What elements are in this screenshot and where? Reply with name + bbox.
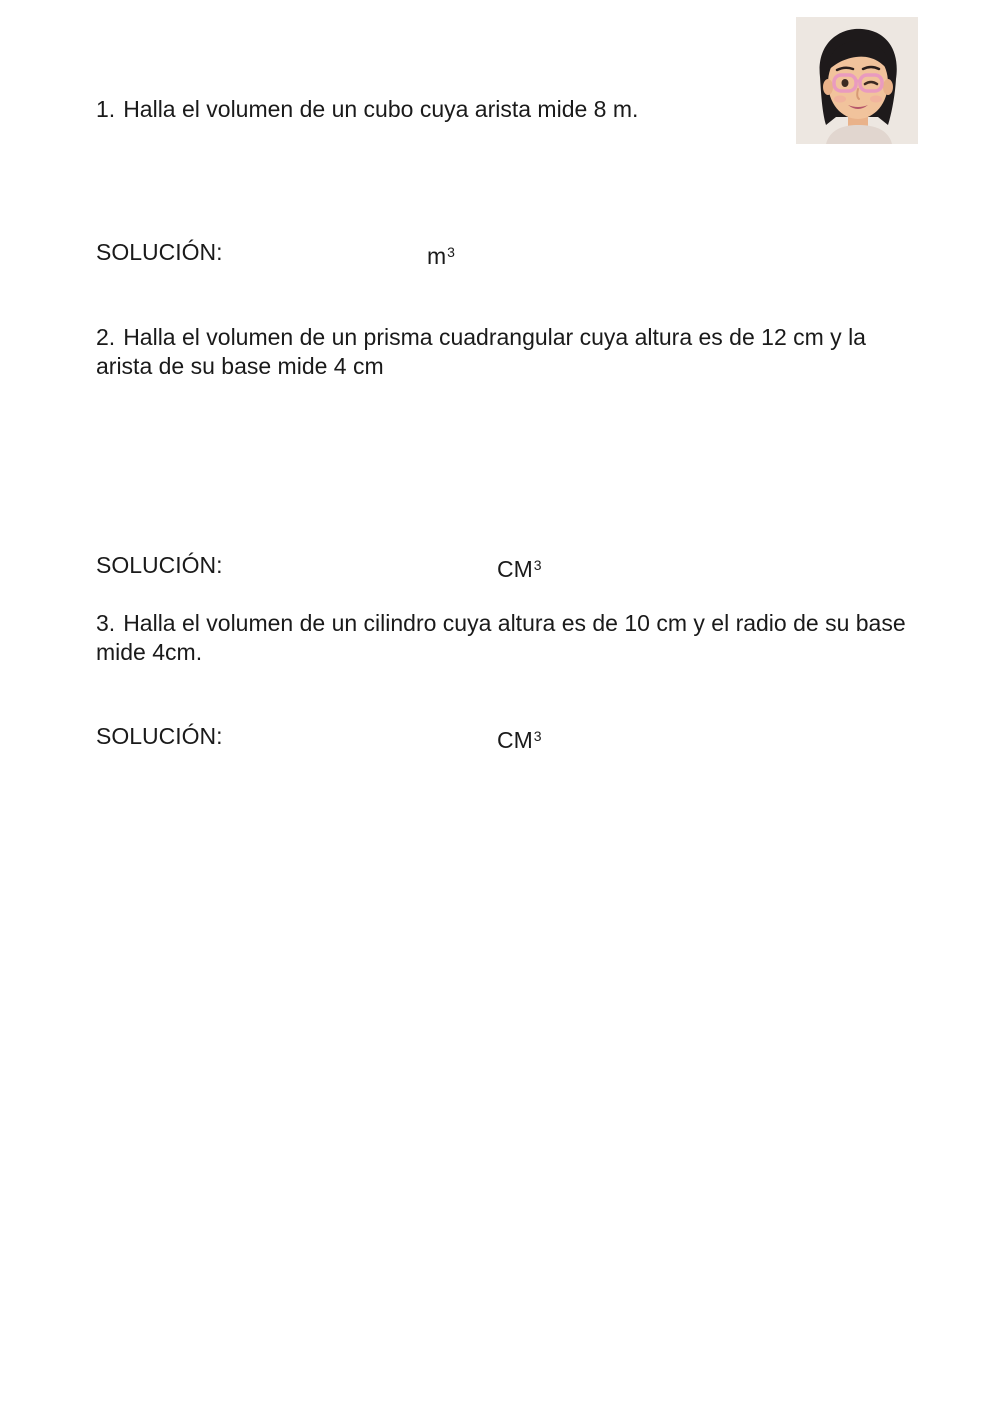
question-2-number: 2. <box>96 324 116 350</box>
solution-3-unit-exponent: 3 <box>533 728 542 744</box>
question-2 <box>96 323 906 381</box>
question-3 <box>96 609 906 667</box>
question-1-number: 1. <box>96 96 116 122</box>
avatar <box>796 17 918 144</box>
question-3-text: Halla el volumen de un cilindro cuya altura es de 10 cm y el radio de su base mide 4cm. <box>96 610 906 665</box>
question-1 <box>96 95 638 124</box>
solution-2-label: SOLUCIÓN: <box>96 552 223 578</box>
solution-1-input[interactable] <box>245 236 424 268</box>
solution-1-label: SOLUCIÓN: <box>96 239 223 265</box>
solution-2-unit: $CM^3$ <box>497 556 542 582</box>
question-3-number: 3. <box>96 610 116 636</box>
solution-2-unit-exponent: 3 <box>533 557 542 573</box>
solution-3-unit: $CM^3$ <box>497 727 542 753</box>
question-2-text: Halla el volumen de un prisma cuadrangular cuya altura es de 12 cm y la arista de su base mide 4 cm <box>96 324 866 379</box>
question-1-text: Halla el volumen de un cubo cuya arista mide 8 m. <box>123 96 639 122</box>
solution-3-input[interactable] <box>245 720 494 752</box>
solution-1-unit-exponent: 3 <box>447 244 455 260</box>
solution-3-label: SOLUCIÓN: <box>96 723 223 749</box>
solution-1-unit: $m^3$ <box>427 243 455 269</box>
memoji-avatar-icon <box>796 17 918 144</box>
solution-2-input[interactable] <box>245 549 494 581</box>
